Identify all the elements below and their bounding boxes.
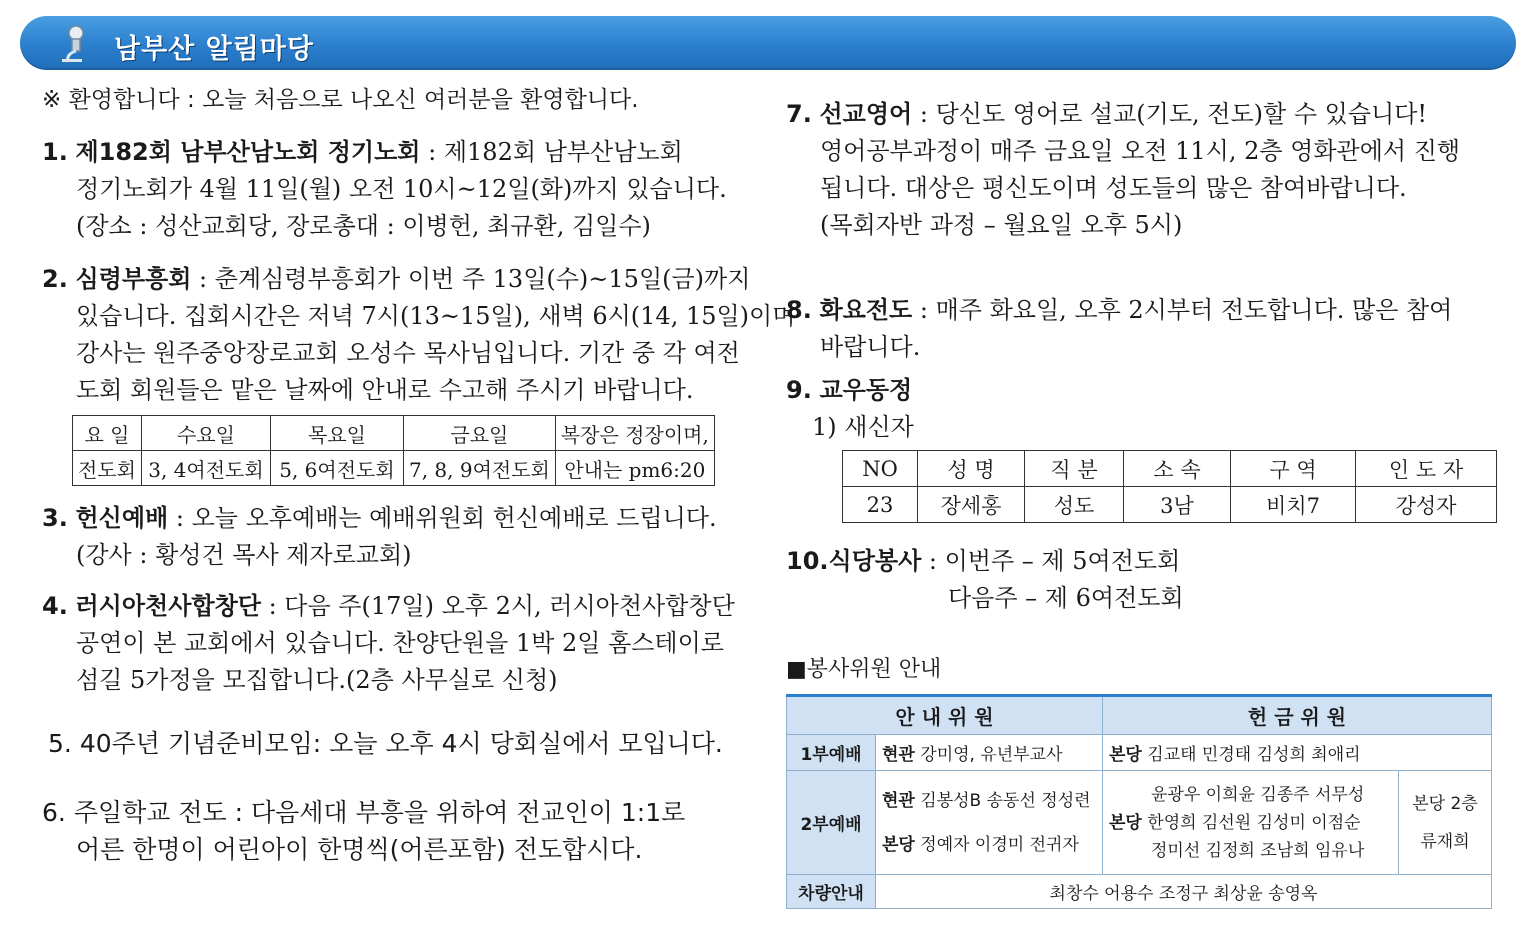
table-row: 차량안내 최창수 어용수 조정구 최상윤 송영옥 [787, 875, 1492, 909]
table-row: 요 일 수요일 목요일 금요일 복장은 정장이며, [73, 416, 715, 451]
page-title: 남부산 알림마당 [114, 34, 314, 65]
left-column [42, 82, 796, 868]
notice-item-6: 6. 주일학교 전도 : 다음세대 부흥을 위하여 전교인이 1:1로 어른 한명이 어린아이 한명씩(어른포함) 전도합시다. [42, 798, 686, 864]
newcomer-table [842, 450, 1497, 523]
table-row: 안 내 위 원 헌 금 위 원 [787, 696, 1492, 735]
notice-item-4: 4. 러시아천사합창단 : 다음 주(17일) 오후 2시, 러시아천사합창단 공연이 본 교회에서 있습니다. 찬양단원을 1박 2일 홈스테이로 섬길 5가정을 모집합니다.(2층 사무실로 신청) [42, 592, 735, 694]
table-row: 전도회 3, 4여전도회 5, 6여전도회 7, 8, 9여전도회 안내는 pm6:20 [73, 451, 715, 486]
header-bar [20, 16, 1516, 70]
notice-item-9: 9. 교우동정 1) 새신자 [786, 376, 914, 441]
volunteer-heading: ■봉사위원 안내 [786, 657, 942, 682]
table-row: NO 성 명 직 분 소 속 구 역 인 도 자 [843, 451, 1497, 487]
notice-item-1: 1. 제182회 남부산남노회 정기노회 : 제182회 남부산남노회 정기노회가 4월 11일(월) 오전 10시~12일(화)까지 있습니다. (장소 : 성산교회당, 장로총대 : 이병헌, 최규환, 김일수) [42, 138, 727, 240]
notice-item-5: 5. 40주년 기념준비모임: 오늘 오후 4시 당회실에서 모입니다. [48, 729, 723, 758]
notice-item-3: 3. 헌신예배 : 오늘 오후예배는 예배위원회 헌신예배로 드립니다. (강사 : 황성건 목사 제자로교회) [42, 504, 717, 569]
table-row: 2부예배 현관 김봉성B 송동선 정성련 본당 정예자 이경미 전귀자 윤광우 이희윤 김종주 서무성 본당 한영희 김선원 김성미 이점순 정미선 김정희 조남희 임유나 본당 2층 류재희 [787, 771, 1492, 875]
notice-item-8: 8. 화요전도 : 매주 화요일, 오후 2시부터 전도합니다. 많은 참여 바랍니다. [786, 296, 1453, 361]
notice-item-7: 7. 선교영어 : 당신도 영어로 설교(기도, 전도)할 수 있습니다! 영어공부과정이 매주 금요일 오전 11시, 2층 영화관에서 진행 됩니다. 대상은 평신도이며 성도들의 많은 참여바랍니다. (목회자반 과정 – 월요일 오후 5시) [786, 100, 1461, 239]
microphone-icon [56, 24, 92, 64]
notice-item-10: 10.식당봉사 : 이번주 – 제 5여전도회 다음주 – 제 6여전도회 [786, 547, 1184, 612]
table-row: 1부예배 현관 강미영, 유년부교사 본당 김교태 민경태 김성희 최애리 [787, 735, 1492, 771]
notice-item-2: 2. 심령부흥회 : 춘계심령부흥회가 이번 주 13일(수)~15일(금)까지 있습니다. 집회시간은 저녁 7시(13~15일), 새벽 6시(14, 15일)이며 강사는 원주중앙장로교회 오성수 목사님입니다. 기간 중 각 여전 도회 회원들은 맡은 날짜에 안내로 수고해 주시기 바랍니다. [42, 265, 796, 404]
volunteer-table [786, 694, 1492, 909]
revival-schedule-table [72, 415, 715, 486]
welcome-line: ※ 환영합니다 : 오늘 처음으로 나오신 여러분을 환영합니다. [42, 87, 639, 113]
right-column [786, 96, 1506, 909]
table-row: 23 장세홍 성도 3남 비치7 강성자 [843, 487, 1497, 523]
